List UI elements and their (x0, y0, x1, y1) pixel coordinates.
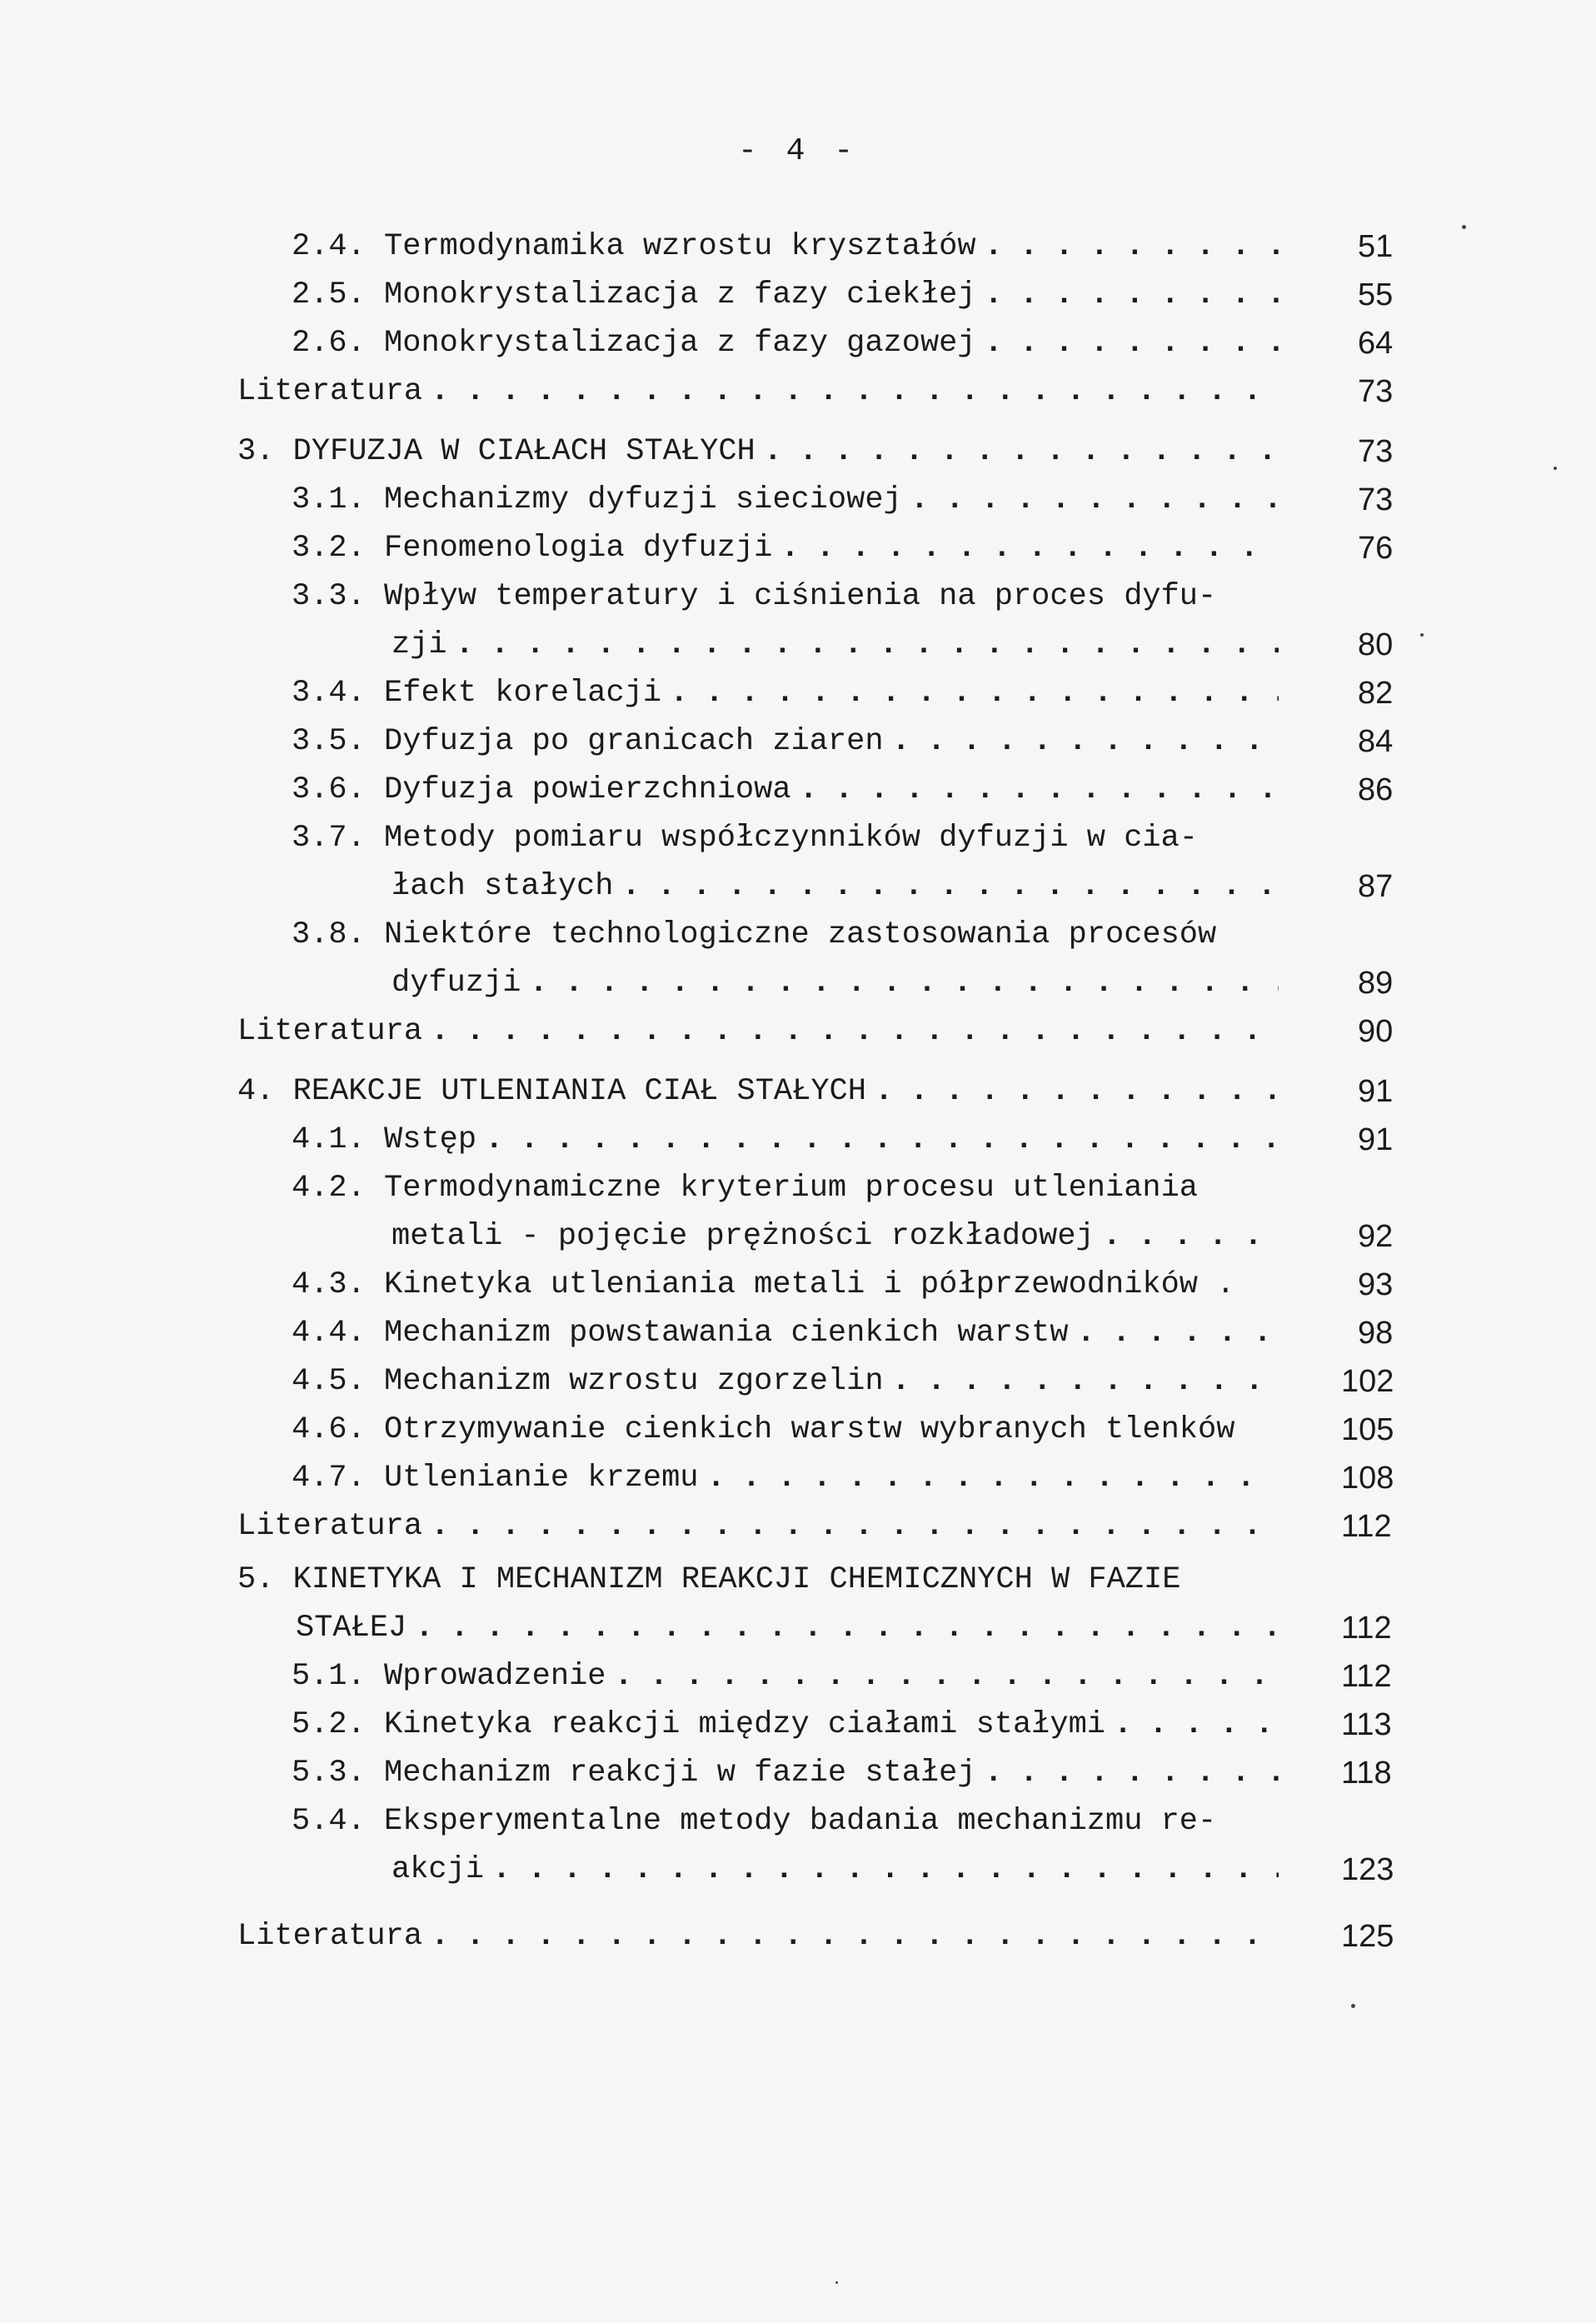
toc-entry-2-5 (292, 273, 1279, 317)
toc-entry-3-7 (292, 817, 1279, 860)
toc-page: 80 (1358, 627, 1394, 662)
toc-page: 112 (1341, 1611, 1392, 1646)
toc-number: 4.2. (292, 1171, 366, 1206)
toc-chapter-3 (237, 430, 1279, 473)
toc-title: Fenomenologia dyfuzji (384, 531, 773, 566)
toc-page: 55 (1358, 277, 1394, 312)
toc-title: Wprowadzenie (384, 1659, 606, 1694)
toc-page: 73 (1358, 482, 1394, 517)
toc-number: 3.7. (292, 821, 366, 856)
toc-number: 2.6. (292, 326, 366, 361)
toc-number: 3.2. (292, 531, 366, 566)
toc-title: Mechanizmy dyfuzji sieciowej (384, 482, 902, 517)
toc-title: Dyfuzja po granicach ziaren (384, 724, 884, 759)
toc-number: 3.6. (292, 772, 366, 807)
toc-page: 125 (1341, 1919, 1394, 1954)
toc-number: 4.5. (292, 1364, 366, 1399)
toc-page: 92 (1358, 1219, 1394, 1254)
toc-title: Kinetyka utleniania metali i półprzewodników . (384, 1267, 1235, 1302)
toc-entry-literatura-2 (237, 370, 1279, 413)
toc-number: 4.3. (292, 1267, 366, 1302)
toc-title: Literatura (237, 1509, 423, 1544)
toc-entry-3-2 (292, 527, 1279, 570)
toc-title: Termodynamika wzrostu kryształów (384, 229, 976, 264)
toc-number: 5.2. (292, 1707, 366, 1742)
toc-entry-3-4 (292, 672, 1279, 715)
scan-speck (1420, 633, 1424, 637)
toc-page: 93 (1358, 1267, 1394, 1302)
toc-title: Mechanizm wzrostu zgorzelin (384, 1364, 884, 1399)
toc-chapter-4 (237, 1070, 1279, 1113)
toc-entry-4-2-cont (392, 1215, 1279, 1258)
scan-speck (1462, 225, 1466, 229)
toc-title: Eksperymentalne metody badania mechanizmu re- (384, 1804, 1217, 1839)
toc-title-continuation: STAŁEJ (296, 1611, 407, 1646)
toc-entry-3-8 (292, 913, 1291, 957)
toc-number: 3.8. (292, 917, 366, 952)
toc-entry-4-6 (292, 1408, 1291, 1451)
toc-entry-4-2 (292, 1166, 1291, 1210)
toc-title: Otrzymywanie cienkich warstw wybranych tlenków (384, 1412, 1235, 1447)
toc-number: 4.7. (292, 1461, 366, 1496)
toc-entry-literatura-5 (237, 1915, 1279, 1958)
toc-title-continuation: łach stałych (392, 869, 614, 904)
toc-title: Wstęp (384, 1122, 477, 1157)
toc-page: 82 (1358, 676, 1394, 711)
toc-number: 2.4. (292, 229, 366, 264)
toc-entry-5-4-cont (392, 1848, 1279, 1891)
toc-title: Termodynamiczne kryterium procesu utleniania (384, 1171, 1199, 1206)
toc-entry-3-6 (292, 768, 1279, 812)
toc-page: 84 (1358, 724, 1394, 759)
toc-title-continuation: dyfuzji (392, 966, 521, 1001)
toc-page: 108 (1341, 1461, 1394, 1496)
toc-page: 123 (1341, 1852, 1394, 1887)
toc-title: Kinetyka reakcji między ciałami stałymi (384, 1707, 1105, 1742)
toc-page: 105 (1341, 1412, 1394, 1447)
toc-entry-3-7-cont (392, 865, 1279, 908)
toc-page: 73 (1358, 374, 1394, 409)
toc-number: 3.5. (292, 724, 366, 759)
toc-entry-4-3 (292, 1263, 1291, 1306)
toc-title: Literatura (237, 374, 423, 409)
toc-page: 118 (1341, 1756, 1392, 1791)
toc-entry-3-1 (292, 478, 1279, 522)
toc-title: Literatura (237, 1014, 423, 1049)
toc-page: 87 (1358, 869, 1394, 904)
toc-entry-4-7 (292, 1456, 1279, 1500)
toc-entry-5-1 (292, 1655, 1279, 1698)
scan-speck (835, 2281, 838, 2284)
toc-number: 4.4. (292, 1316, 366, 1351)
toc-title: Mechanizm reakcji w fazie stałej (384, 1756, 976, 1791)
toc-number: 3.4. (292, 676, 366, 711)
toc-page: 112 (1341, 1509, 1392, 1544)
toc-number: 2.5. (292, 277, 366, 312)
toc-number: 3. (237, 434, 275, 469)
toc-page: 102 (1341, 1364, 1394, 1399)
toc-entry-4-5 (292, 1360, 1279, 1403)
toc-page: 113 (1341, 1707, 1392, 1742)
toc-page: 89 (1358, 966, 1394, 1001)
toc-title: Efekt korelacji (384, 676, 662, 711)
toc-number: 5.4. (292, 1804, 366, 1839)
toc-title-continuation: akcji (392, 1852, 485, 1887)
toc-entry-4-1 (292, 1118, 1279, 1162)
toc-entry-3-5 (292, 720, 1279, 763)
scan-speck (1554, 467, 1557, 470)
toc-page: 64 (1358, 326, 1394, 361)
toc-title-continuation: zji (392, 627, 447, 662)
toc-entry-3-3-cont (392, 623, 1279, 667)
toc-page: 91 (1358, 1122, 1394, 1157)
toc-number: 3.3. (292, 579, 366, 614)
toc-title: Mechanizm powstawania cienkich warstw (384, 1316, 1069, 1351)
toc-title: KINETYKA I MECHANIZM REAKCJI CHEMICZNYCH W FAZIE (292, 1562, 1181, 1597)
toc-page: 73 (1358, 434, 1394, 469)
toc-number: 3.1. (292, 482, 366, 517)
toc-number: 5.1. (292, 1659, 366, 1694)
toc-page: 90 (1358, 1014, 1394, 1049)
toc-entry-5-2 (292, 1703, 1279, 1746)
toc-entry-5-4 (292, 1800, 1291, 1843)
toc-number: 5. (237, 1562, 275, 1597)
toc-chapter-5 (237, 1558, 1295, 1601)
toc-page: 91 (1358, 1074, 1394, 1109)
scan-speck (1351, 2004, 1355, 2008)
toc-title: Monokrystalizacja z fazy gazowej (384, 326, 976, 361)
toc-number: 4. (237, 1074, 275, 1109)
toc-entry-literatura-4 (237, 1505, 1279, 1548)
toc-title: Utlenianie krzemu (384, 1461, 699, 1496)
toc-title: Niektóre technologiczne zastosowania procesów (384, 917, 1217, 952)
page-number: - 4 - (737, 133, 859, 169)
toc-title: REAKCJE UTLENIANIA CIAŁ STAŁYCH (292, 1074, 866, 1109)
toc-entry-literatura-3 (237, 1010, 1279, 1053)
toc-page: 76 (1358, 531, 1394, 566)
toc-title: Dyfuzja powierzchniowa (384, 772, 791, 807)
toc-page: 51 (1358, 229, 1394, 264)
toc-entry-5-3 (292, 1751, 1279, 1795)
toc-title: DYFUZJA W CIAŁACH STAŁYCH (292, 434, 756, 469)
toc-chapter-5-cont (296, 1606, 1279, 1650)
toc-entry-2-6 (292, 322, 1279, 365)
toc-number: 5.3. (292, 1756, 366, 1791)
toc-page: 86 (1358, 772, 1394, 807)
toc-number: 4.6. (292, 1412, 366, 1447)
toc-title: Literatura (237, 1919, 423, 1954)
toc-entry-3-3 (292, 575, 1279, 618)
toc-title: Monokrystalizacja z fazy ciekłej (384, 277, 976, 312)
toc-title: Metody pomiaru współczynników dyfuzji w cia- (384, 821, 1199, 856)
toc-entry-2-4 (292, 225, 1279, 268)
toc-number: 4.1. (292, 1122, 366, 1157)
toc-title: Wpływ temperatury i ciśnienia na proces dyfu- (384, 579, 1217, 614)
toc-page: 112 (1341, 1659, 1392, 1694)
toc-title-continuation: metali - pojęcie prężności rozkładowej (392, 1219, 1095, 1254)
toc-page: 98 (1358, 1316, 1394, 1351)
toc-entry-3-8-cont (392, 962, 1279, 1005)
toc-entry-4-4 (292, 1311, 1279, 1355)
